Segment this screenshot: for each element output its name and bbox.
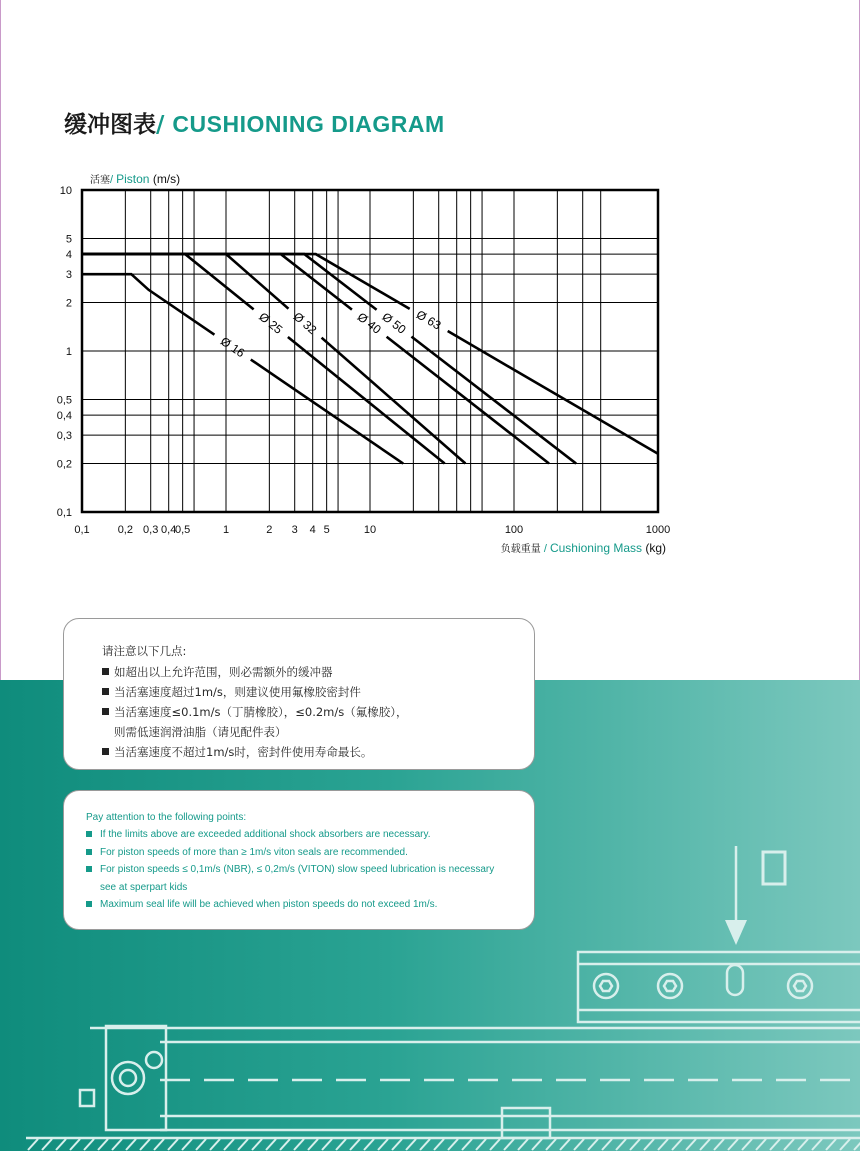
series-label: Ø 32 — [290, 309, 320, 338]
x-tick-label: 0,5 — [175, 524, 191, 536]
cylinder-illustration — [0, 830, 860, 1151]
y-tick-label: 5 — [65, 233, 72, 246]
x-axis-label: 负载重量 / Cushioning Mass (kg) — [500, 541, 666, 555]
notes-en-heading: Pay attention to the following points: — [86, 812, 247, 823]
hatch-line — [476, 1139, 486, 1150]
series-line — [82, 254, 254, 309]
hatch-line — [112, 1139, 122, 1150]
bolt-icon — [112, 1052, 162, 1094]
x-tick-label: 1 — [222, 524, 230, 536]
hatch-line — [168, 1139, 178, 1150]
hatch-line — [700, 1139, 710, 1150]
notes-cn-box — [63, 618, 535, 770]
y-tick-label: 2 — [65, 297, 72, 310]
hatch-line — [616, 1139, 626, 1150]
list-item — [102, 682, 534, 702]
hatch-line — [364, 1139, 374, 1150]
series-label: Ø 40 — [354, 309, 384, 337]
hatch-line — [42, 1139, 52, 1150]
series-line — [82, 254, 288, 309]
title-cn: 缓冲图表 — [64, 112, 156, 138]
list-item — [102, 662, 534, 682]
hatch-line — [266, 1139, 276, 1150]
notes-cn-item: 如超出以上允许范围，则必需额外的缓冲器 — [114, 665, 333, 679]
notes-en-item: For piston speeds ≤ 0,1m/s (NBR), ≤ 0,2m/s (VITON) slow speed lubrication is necessary — [100, 864, 495, 876]
hatch-line — [420, 1139, 430, 1150]
x-tick-label: 2 — [266, 524, 273, 536]
x-tick-label: 4 — [309, 524, 316, 536]
hatch-line — [462, 1139, 472, 1150]
hatch-line — [448, 1139, 458, 1150]
page-title — [64, 106, 445, 139]
bullet-icon — [102, 748, 109, 755]
series-line — [82, 254, 352, 310]
y-tick-label: 0,4 — [56, 410, 72, 423]
series-label: Ø 16 — [217, 334, 248, 361]
notes-en-item-continuation: see at sperpart kids — [100, 881, 188, 893]
hatch-line — [126, 1139, 136, 1150]
hatch-line — [784, 1139, 794, 1150]
notes-cn-item: 当活塞速度不超过1m/s时，密封件使用寿命最长。 — [114, 745, 373, 759]
hatch-line — [686, 1139, 696, 1150]
y-tick-label: 0,1 — [56, 507, 72, 519]
hatch-line — [644, 1139, 654, 1150]
hatch-line — [854, 1139, 860, 1150]
hatch-line — [56, 1139, 66, 1150]
ground-hatch — [28, 1139, 860, 1150]
hatch-line — [518, 1139, 528, 1150]
hatch-line — [812, 1139, 822, 1150]
hatch-line — [70, 1139, 80, 1150]
notes-cn-item-continuation: 则需低速润滑油脂（请见配件表） — [114, 725, 287, 739]
series-line — [387, 337, 549, 464]
hatch-line — [210, 1139, 220, 1150]
hatch-line — [294, 1139, 304, 1150]
hatch-line — [560, 1139, 570, 1150]
y-tick-label: 0,5 — [56, 394, 72, 407]
notes-en-item: Maximum seal life will be achieved when piston speeds do not exceed 1m/s. — [100, 899, 438, 911]
hatch-line — [392, 1139, 402, 1150]
bullet-icon — [102, 708, 109, 715]
series-line — [322, 338, 466, 464]
y-axis-label: 活塞/ Piston (m/s) — [90, 172, 181, 186]
hatch-line — [434, 1139, 444, 1150]
x-tick-label: 0,2 — [117, 524, 133, 536]
hatch-line — [490, 1139, 500, 1150]
hatch-line — [672, 1139, 682, 1150]
notes-en-item: For piston speeds of more than ≥ 1m/s viton seals are recommended. — [100, 846, 408, 858]
hatch-line — [504, 1139, 514, 1150]
notes-en-item: If the limits above are exceeded additional shock absorbers are necessary. — [100, 829, 431, 841]
hatch-line — [28, 1139, 38, 1150]
hatch-line — [98, 1139, 108, 1150]
hatch-line — [280, 1139, 290, 1150]
hatch-line — [756, 1139, 766, 1150]
hatch-line — [532, 1139, 542, 1150]
hatch-line — [546, 1139, 556, 1150]
hatch-line — [238, 1139, 248, 1150]
hatch-line — [742, 1139, 752, 1150]
series-label: Ø 50 — [379, 309, 409, 337]
x-tick-label: 0,4 — [161, 524, 177, 536]
hatch-line — [840, 1139, 850, 1150]
series-line — [82, 274, 214, 335]
hatch-line — [308, 1139, 318, 1150]
series-line — [82, 254, 410, 309]
hatch-line — [350, 1139, 360, 1150]
x-tick-label: 3 — [291, 524, 298, 536]
x-tick-label: 5 — [323, 524, 330, 536]
hatch-line — [336, 1139, 346, 1150]
hatch-line — [770, 1139, 780, 1150]
hatch-line — [630, 1139, 640, 1150]
x-tick-label: 0,1 — [74, 524, 90, 536]
hex-screw-icon — [594, 974, 618, 998]
slot-icon — [727, 965, 743, 995]
series-label: Ø 63 — [413, 307, 444, 333]
hex-screw-icon — [788, 974, 812, 998]
y-tick-label: 3 — [65, 269, 72, 282]
hatch-line — [714, 1139, 724, 1150]
x-tick-label: 0,3 — [143, 524, 159, 536]
bullet-icon — [102, 668, 109, 675]
notes-cn-item: 当活塞速度超过1m/s，则建议使用氟橡胶密封件 — [114, 685, 361, 699]
hatch-line — [588, 1139, 598, 1150]
y-tick-label: 10 — [59, 185, 72, 197]
x-tick-label: 100 — [504, 524, 524, 536]
hatch-line — [826, 1139, 836, 1150]
y-tick-label: 0,2 — [56, 458, 72, 471]
cushioning-chart — [0, 160, 860, 560]
bullet-icon — [102, 688, 109, 695]
series-line — [411, 337, 576, 464]
y-tick-label: 0,3 — [56, 430, 72, 443]
hatch-line — [252, 1139, 262, 1150]
hatch-line — [322, 1139, 332, 1150]
list-item — [102, 702, 534, 722]
hatch-line — [196, 1139, 206, 1150]
hatch-line — [658, 1139, 668, 1150]
title-separator: / — [156, 112, 173, 138]
hatch-line — [140, 1139, 150, 1150]
hatch-line — [378, 1139, 388, 1150]
hatch-line — [602, 1139, 612, 1150]
list-item — [102, 742, 534, 762]
hatch-line — [406, 1139, 416, 1150]
hatch-line — [154, 1139, 164, 1150]
carriage — [578, 952, 860, 1022]
title-en: CUSHIONING DIAGRAM — [172, 111, 445, 137]
x-tick-label: 1000 — [645, 524, 671, 536]
hatch-line — [574, 1139, 584, 1150]
notes-cn-heading: 请注意以下几点: — [102, 644, 187, 658]
series-label: Ø 25 — [256, 309, 286, 337]
notes-cn-item: 当活塞速度≤0.1m/s（丁腈橡胶），≤0.2m/s（氟橡胶）， — [114, 705, 408, 719]
hatch-line — [798, 1139, 808, 1150]
down-arrow-icon — [725, 846, 785, 945]
hatch-line — [224, 1139, 234, 1150]
hatch-line — [728, 1139, 738, 1150]
hex-screw-icon — [658, 974, 682, 998]
hatch-line — [84, 1139, 94, 1150]
hatch-line — [182, 1139, 192, 1150]
y-tick-label: 1 — [65, 346, 72, 358]
y-tick-label: 4 — [65, 249, 72, 262]
x-tick-label: 10 — [363, 524, 377, 536]
